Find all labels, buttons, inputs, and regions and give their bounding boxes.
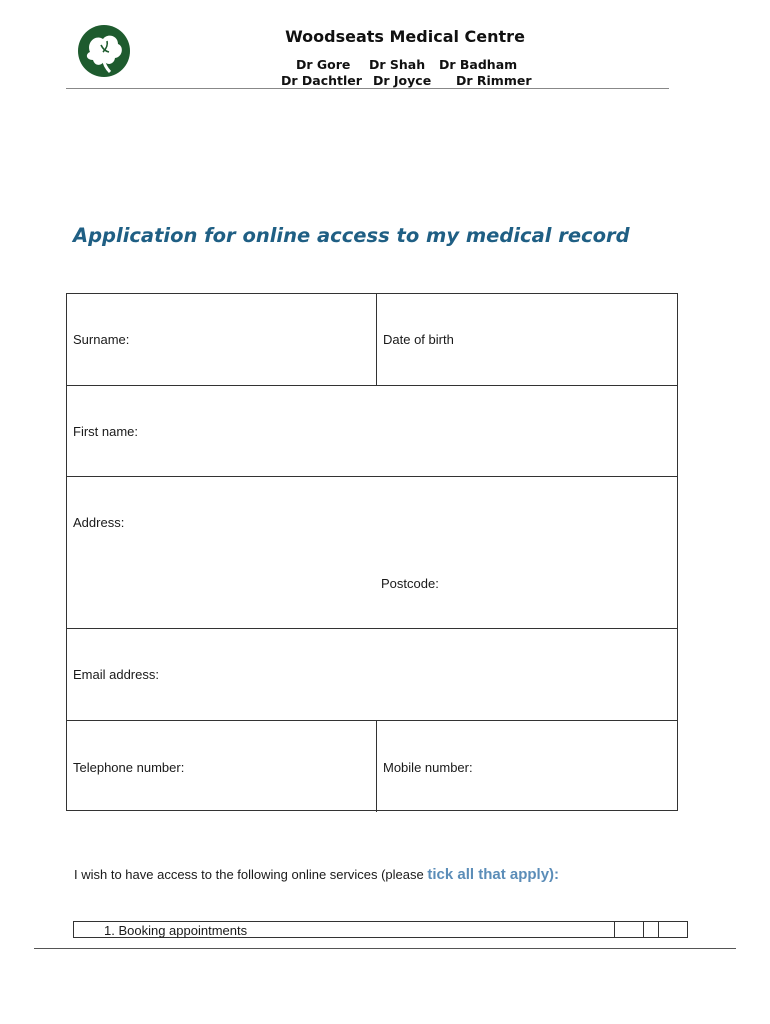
postcode-field[interactable]: Postcode: xyxy=(381,576,439,591)
surname-field[interactable]: Surname: xyxy=(73,332,130,347)
tick-box[interactable] xyxy=(643,922,644,937)
doctor-name: Dr Gore xyxy=(296,57,351,72)
cell-divider xyxy=(614,922,615,937)
doctor-name: Dr Badham xyxy=(439,57,518,72)
practice-name: Woodseats Medical Centre xyxy=(285,27,525,46)
services-intro-emphasis: tick all that apply): xyxy=(427,866,560,883)
practice-logo xyxy=(76,24,132,78)
services-intro-text: I wish to have access to the following online services (please xyxy=(74,867,428,882)
telephone-field[interactable]: Telephone number: xyxy=(73,760,185,775)
service-label: 1. Booking appointments xyxy=(104,923,248,938)
page-divider xyxy=(34,948,736,949)
address-field[interactable]: Address: xyxy=(73,515,125,530)
cell-divider xyxy=(658,922,659,937)
column-divider xyxy=(376,294,377,385)
row-divider xyxy=(67,385,677,386)
date-of-birth-field[interactable]: Date of birth xyxy=(383,332,454,347)
column-divider xyxy=(376,720,377,812)
services-intro xyxy=(74,866,559,883)
first-name-field[interactable]: First name: xyxy=(73,424,139,439)
personal-details-form xyxy=(66,293,678,811)
row-divider xyxy=(67,628,677,629)
form-title: Application for online access to my medical record xyxy=(73,224,630,247)
doctor-name: Dr Joyce xyxy=(373,73,432,88)
row-divider xyxy=(67,476,677,477)
doctor-name: Dr Rimmer xyxy=(456,73,532,88)
row-divider xyxy=(67,720,677,721)
email-field[interactable]: Email address: xyxy=(73,667,159,682)
leaf-logo-icon xyxy=(76,24,132,78)
service-row-booking xyxy=(73,921,688,938)
doctor-name: Dr Shah xyxy=(369,57,426,72)
doctor-name: Dr Dachtler xyxy=(281,73,362,88)
header-divider xyxy=(66,88,669,89)
mobile-field[interactable]: Mobile number: xyxy=(383,760,473,775)
